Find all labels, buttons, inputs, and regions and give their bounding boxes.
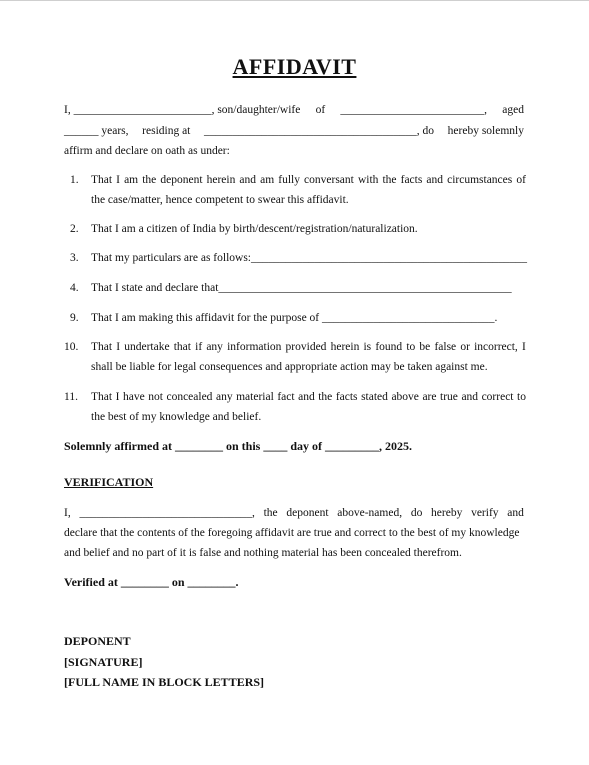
word: is <box>363 341 372 353</box>
word: above <box>391 391 419 403</box>
word: and <box>239 174 257 186</box>
verification-line-3: and belief and no part of it is false and nothing material has been concealed therefrom. <box>64 547 462 559</box>
word: That <box>91 174 113 186</box>
word: hereby <box>431 507 463 519</box>
word: true <box>440 391 458 403</box>
word: undertake <box>124 341 170 353</box>
word: the <box>318 391 333 403</box>
word: deponent <box>286 507 329 519</box>
word: any <box>206 341 223 353</box>
word: That <box>91 391 113 403</box>
list-item-number: 1. <box>70 174 79 186</box>
word: facts <box>335 391 358 403</box>
intro-line-1-part-c: _________________________, <box>340 104 488 116</box>
word: the <box>382 174 397 186</box>
intro-line-2-part-b: residing at <box>142 125 191 137</box>
word: circumstances <box>447 174 513 186</box>
intro-line-1-part-b: of <box>315 104 326 116</box>
list-item-line: That I am a citizen of India by birth/descent/registration/naturalization. <box>91 223 418 235</box>
intro-line-1 <box>64 103 524 117</box>
word: fact <box>277 391 295 403</box>
word: the <box>263 507 278 519</box>
verification-line-2: declare that the contents of the foregoing affidavit are true and correct to the best of my knowledge <box>64 527 520 539</box>
list-item-line: That I state and declare that___________________________________________________ <box>91 282 512 294</box>
word: conversant <box>304 174 354 186</box>
word: have <box>122 391 145 403</box>
word: not <box>148 391 163 403</box>
intro-line-2-part-c: _____________________________________, do <box>204 125 435 137</box>
full-name-placeholder: [FULL NAME IN BLOCK LETTERS] <box>64 675 265 689</box>
word: information <box>227 341 282 353</box>
word: verify <box>471 507 499 519</box>
document-title: AFFIDAVIT <box>232 54 357 79</box>
word: am <box>260 174 275 186</box>
solemnly-affirmed-line: Solemnly affirmed at ________ on this ____ day of _________, 2025. <box>64 439 412 453</box>
word: and <box>298 391 315 403</box>
intro-line-1-part-a: I, ________________________, son/daughter/wife <box>64 104 301 116</box>
word: I, <box>64 507 71 519</box>
word: deponent <box>160 174 203 186</box>
word: herein <box>330 341 360 353</box>
list-item-line: the best of my knowledge and belief. <box>91 411 262 423</box>
word: do <box>410 507 423 519</box>
list-item-line <box>91 170 526 190</box>
intro-line-2-part-d: hereby solemnly <box>447 125 524 137</box>
word: if <box>195 341 203 353</box>
intro-line-2-part-a: ______ years, <box>64 125 129 137</box>
word: I <box>115 391 120 403</box>
intro-line-2 <box>64 124 524 138</box>
word: and <box>426 174 444 186</box>
word: herein <box>206 174 236 186</box>
list-item-line <box>91 387 526 407</box>
list-item-line: That my particulars are as follows:________________________________________________ <box>91 252 527 264</box>
list-item-number: 4. <box>70 282 79 294</box>
list-item-line: shall be liable for legal consequences and appropriate action may be taken against me. <box>91 361 488 373</box>
word: correct <box>481 391 514 403</box>
list-item-number: 9. <box>70 312 79 324</box>
word: above-named, <box>337 507 403 519</box>
word: the <box>142 174 157 186</box>
word: of <box>516 174 526 186</box>
list-item-line <box>91 337 526 357</box>
word: concealed <box>166 391 213 403</box>
list-item-number: 2. <box>70 223 79 235</box>
word: that <box>173 341 191 353</box>
word: I <box>521 341 526 353</box>
deponent-label: DEPONENT <box>64 634 131 648</box>
word: I <box>116 174 120 186</box>
word: are <box>422 391 437 403</box>
word: or <box>460 341 470 353</box>
verification-heading: VERIFICATION <box>64 475 154 489</box>
word: be <box>419 341 431 353</box>
word: and <box>461 391 479 403</box>
signature-block <box>64 631 264 693</box>
word: material <box>236 391 274 403</box>
word: and <box>507 507 524 519</box>
word: false <box>434 341 457 353</box>
list-item-line: That I am making this affidavit for the purpose of ______________________________. <box>91 312 498 324</box>
intro-line-3: affirm and declare on oath as under: <box>64 145 230 157</box>
verified-at-line: Verified at ________ on ________. <box>64 575 239 589</box>
list-item-number: 11. <box>64 391 78 403</box>
word: found <box>375 341 403 353</box>
word: provided <box>285 341 327 353</box>
list-item-number: 10. <box>64 341 79 353</box>
signature-placeholder: [SIGNATURE] <box>64 654 143 669</box>
word: to <box>517 391 526 403</box>
word: to <box>406 341 416 353</box>
word: fully <box>278 174 300 186</box>
intro-line-1-part-d: aged <box>502 104 524 116</box>
word: with <box>357 174 379 186</box>
word: incorrect, <box>474 341 518 353</box>
word: That <box>91 341 113 353</box>
word: stated <box>361 391 388 403</box>
list-item-line: the case/matter, hence competent to swear this affidavit. <box>91 194 349 206</box>
word: am <box>124 174 139 186</box>
word: I <box>116 341 121 353</box>
word: any <box>215 391 233 403</box>
word: ______________________________, <box>79 507 255 519</box>
verification-line-1 <box>64 506 524 520</box>
word: facts <box>400 174 423 186</box>
list-item-number: 3. <box>70 252 79 264</box>
